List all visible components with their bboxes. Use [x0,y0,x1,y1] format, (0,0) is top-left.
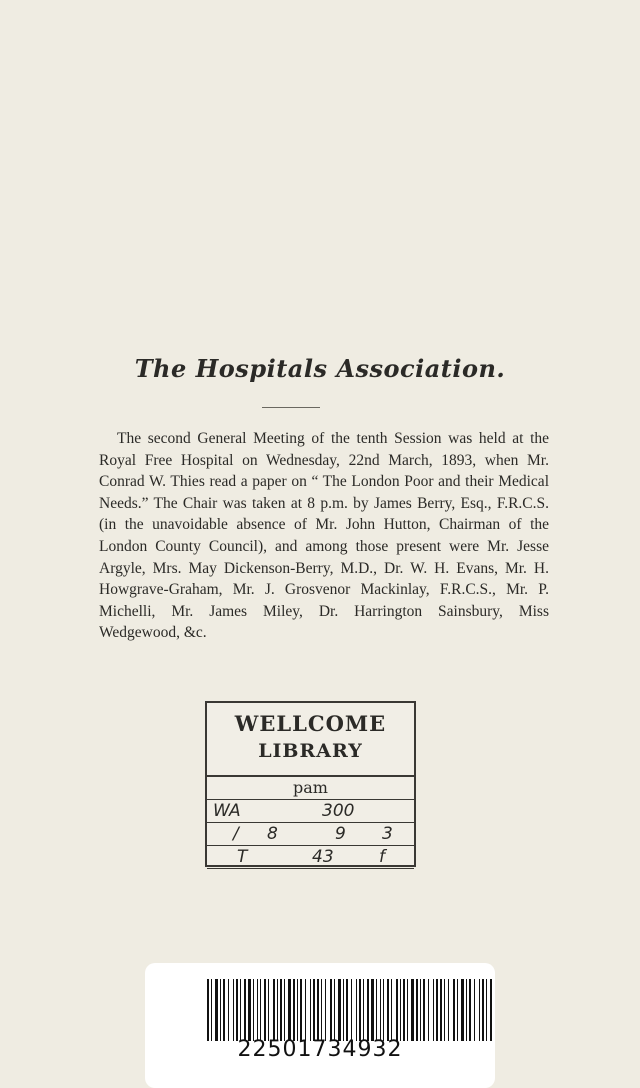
stamp-row-pam [207,777,414,800]
barcode-label [145,963,495,1088]
stamp-row-wa [207,800,414,823]
stamp-header [207,703,414,777]
stamp-cell: 3 [382,824,393,844]
stamp-row-2 [207,823,414,846]
stamp-row-3 [207,846,414,869]
stamp-wa: WA [213,801,241,821]
stamp-cell: 8 [267,824,278,844]
body-paragraph: The second General Meeting of the tenth Session was held at the Royal Free Hospital on Wednesday, 22nd March, 1893, when Mr. Conrad W. Thies read a paper on “ The London Poor and their Medical Needs.” The Chair was taken at 8 p.m. by James Berry, Esq., F.R.C.S. (in the unavoidable absence of Mr. John Hutton, Chairman of the London County Council), and among those present were Mr. Jesse Argyle, Mrs. May Dickenson-Berry, M.D., Dr. W. H. Evans, Mr. H. Howgrave-Graham, Mr. J. Grosvenor Mackinlay, F.R.C.S., Mr. P. Michelli, Mr. James Miley, Dr. Harrington Sainsbury, Miss Wedgewood, &c. [99,430,549,642]
library-stamp [205,701,416,867]
stamp-cell: f [379,847,385,867]
stamp-wa-number: 300 [322,801,355,821]
barcode-number: 22501734932 [237,1037,403,1062]
stamp-cell: 9 [335,824,346,844]
page-title: The Hospitals Association. [134,354,506,383]
stamp-cell: T [237,847,248,867]
stamp-cell: / [233,824,239,844]
stamp-row-empty [207,869,414,891]
stamp-line-2: LIBRARY [258,740,363,762]
title-rule [262,407,320,408]
stamp-line-1: WELLCOME [234,711,387,736]
stamp-pam: pam [293,778,328,797]
stamp-cell: 43 [312,847,334,867]
barcode [207,979,493,1041]
